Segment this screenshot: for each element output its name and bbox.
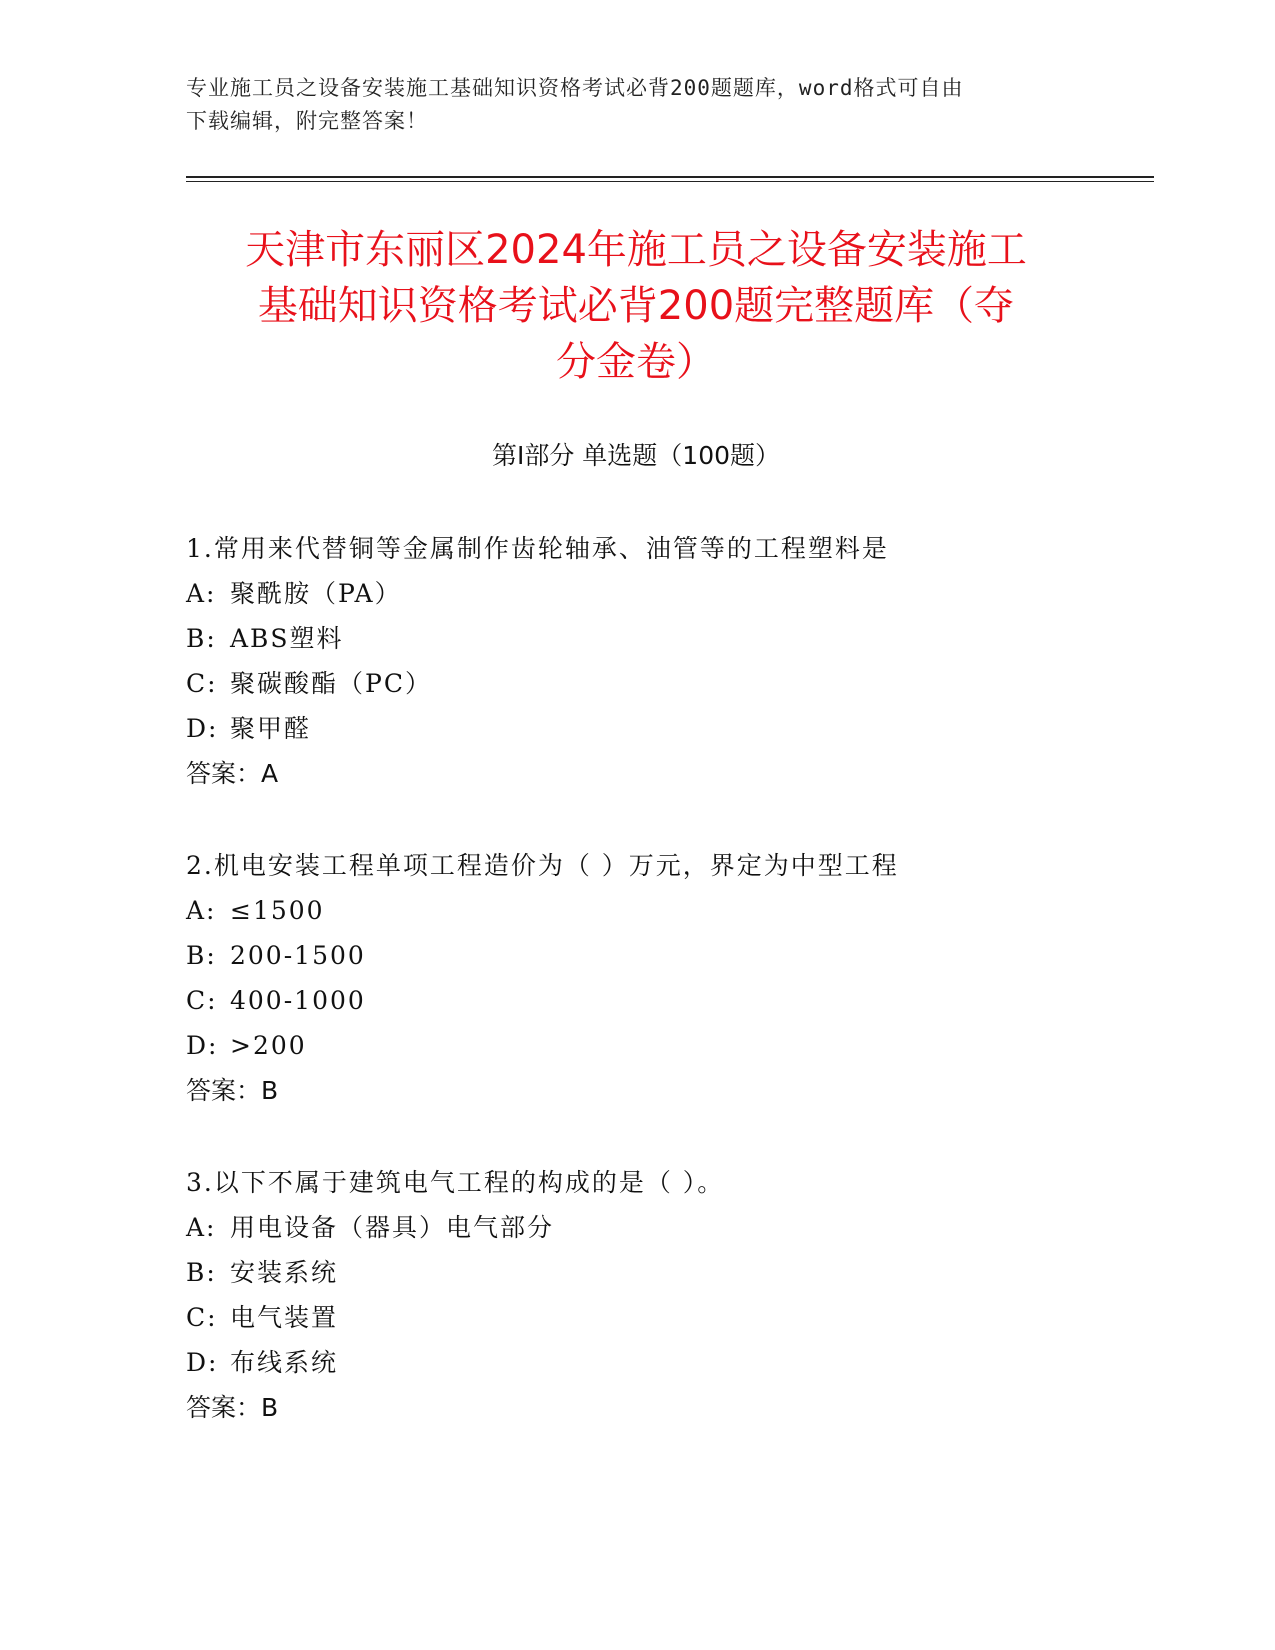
option-key: A: bbox=[186, 896, 217, 925]
header-note-line-2: 下载编辑，附完整答案！ bbox=[186, 109, 428, 133]
option-text: 用电设备（器具）电气部分 bbox=[230, 1213, 555, 1242]
answer-label: 答案：B bbox=[186, 1393, 279, 1422]
option-text: ≤1500 bbox=[230, 896, 325, 925]
option-b bbox=[186, 616, 1146, 661]
option-key: B: bbox=[186, 1258, 217, 1287]
option-text: 聚甲醛 bbox=[230, 714, 312, 743]
answer-label: 答案：B bbox=[186, 1076, 279, 1105]
document-title bbox=[186, 222, 1086, 390]
document-header-note bbox=[186, 72, 1086, 138]
option-text: 聚碳酸酯（PC） bbox=[230, 669, 432, 698]
option-b bbox=[186, 1250, 1146, 1295]
header-note-line-1: 专业施工员之设备安装施工基础知识资格考试必背200题题库，word格式可自由 bbox=[186, 76, 964, 100]
option-d bbox=[186, 1023, 1146, 1068]
question-stem: 2.机电安装工程单项工程造价为（ ）万元，界定为中型工程 bbox=[186, 851, 899, 880]
question-2 bbox=[186, 843, 1146, 1113]
option-b bbox=[186, 933, 1146, 978]
answer-label: 答案：A bbox=[186, 759, 279, 788]
question-1 bbox=[186, 526, 1146, 796]
option-text: 安装系统 bbox=[230, 1258, 339, 1287]
header-divider-thick bbox=[186, 176, 1154, 178]
option-key: C: bbox=[186, 669, 218, 698]
option-c bbox=[186, 978, 1146, 1023]
option-a bbox=[186, 571, 1146, 616]
option-key: A: bbox=[186, 1213, 217, 1242]
title-line-2: 基础知识资格考试必背200题完整题库（夺 bbox=[257, 283, 1015, 329]
option-key: D: bbox=[186, 1031, 219, 1060]
question-stem: 3.以下不属于建筑电气工程的构成的是（ ）。 bbox=[186, 1168, 725, 1197]
option-c bbox=[186, 661, 1146, 706]
option-key: B: bbox=[186, 941, 217, 970]
section-heading: 第I部分 单选题（100题） bbox=[491, 441, 781, 470]
option-text: 布线系统 bbox=[230, 1348, 339, 1377]
option-a bbox=[186, 888, 1146, 933]
option-text: ABS塑料 bbox=[230, 624, 344, 653]
option-text: 聚酰胺（PA） bbox=[230, 579, 402, 608]
option-c bbox=[186, 1295, 1146, 1340]
option-text: 200-1500 bbox=[230, 941, 366, 970]
question-stem: 1.常用来代替铜等金属制作齿轮轴承、油管等的工程塑料是 bbox=[186, 534, 889, 563]
option-key: A: bbox=[186, 579, 217, 608]
question-3 bbox=[186, 1160, 1146, 1430]
option-text: >200 bbox=[230, 1031, 307, 1060]
header-divider-thin bbox=[186, 181, 1154, 182]
option-key: B: bbox=[186, 624, 217, 653]
option-a bbox=[186, 1205, 1146, 1250]
option-key: D: bbox=[186, 1348, 219, 1377]
option-key: D: bbox=[186, 714, 219, 743]
option-key: C: bbox=[186, 1303, 218, 1332]
title-line-3: 分金卷） bbox=[556, 339, 716, 385]
option-text: 电气装置 bbox=[230, 1303, 339, 1332]
option-key: C: bbox=[186, 986, 218, 1015]
title-line-1: 天津市东丽区2024年施工员之设备安装施工 bbox=[245, 227, 1027, 273]
option-d bbox=[186, 1340, 1146, 1385]
option-text: 400-1000 bbox=[230, 986, 366, 1015]
option-d bbox=[186, 706, 1146, 751]
